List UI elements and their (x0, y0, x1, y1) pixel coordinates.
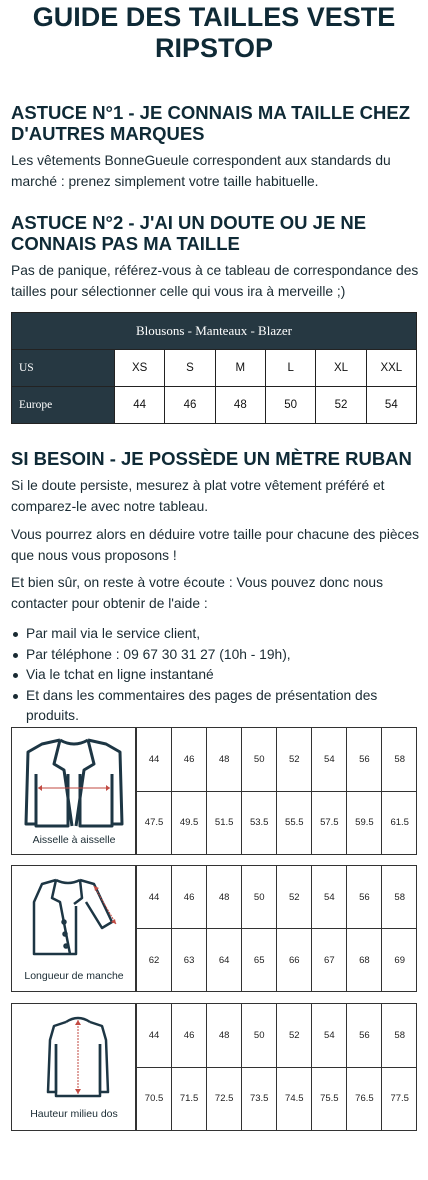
value-cell: 73.5 (242, 1067, 277, 1130)
size-cell: 48 (207, 1004, 242, 1067)
table-cell: XS (115, 350, 165, 387)
value-cell: 77.5 (382, 1067, 417, 1130)
jacket-back-icon (20, 1010, 128, 1106)
value-cell: 71.5 (172, 1067, 207, 1130)
list-item: Via le tchat en ligne instantané (11, 665, 411, 686)
table-cell: 52 (316, 387, 366, 424)
page-title: GUIDE DES TAILLES VESTE RIPSTOP (32, 2, 396, 63)
tip2-heading: ASTUCE N°2 - J'AI UN DOUTE OU JE NE CONNAIS PAS MA TAILLE (11, 212, 367, 254)
value-cell: 47.5 (137, 791, 172, 854)
table-cell: 46 (165, 387, 215, 424)
measure-values (136, 728, 417, 854)
table-cell: 44 (115, 387, 165, 424)
size-cell: 52 (277, 728, 312, 791)
tip2-text: Pas de panique, référez-vous à ce tableau de correspondance des tailles pour sélectionner celle qui vous ira à merveille ;) (11, 263, 419, 299)
size-cell: 58 (382, 1004, 417, 1067)
size-cell: 50 (242, 866, 277, 929)
table-cell: S (165, 350, 215, 387)
value-cell: 75.5 (312, 1067, 347, 1130)
value-cell: 67 (312, 929, 347, 992)
row-label-europe: Europe (12, 387, 115, 424)
size-cell: 52 (277, 1004, 312, 1067)
measure-illustration (12, 866, 136, 991)
value-cell: 49.5 (172, 791, 207, 854)
measure-values (136, 866, 417, 991)
measure-caption: Hauteur milieu dos (30, 1108, 118, 1120)
table-row (12, 387, 417, 424)
size-cell: 54 (312, 866, 347, 929)
value-cell: 59.5 (347, 791, 382, 854)
measure-caption: Longueur de manche (24, 970, 124, 982)
value-cell: 76.5 (347, 1067, 382, 1130)
measure-table-back (11, 1003, 417, 1131)
tip1-heading: ASTUCE N°1 - JE CONNAIS MA TAILLE CHEZ D'AUTRES MARQUES (11, 102, 410, 144)
measure-illustration (12, 1004, 136, 1130)
value-cell: 53.5 (242, 791, 277, 854)
jacket-sleeve-icon (20, 872, 128, 968)
table-cell: 48 (215, 387, 265, 424)
value-cell: 62 (137, 929, 172, 992)
table-row (137, 791, 418, 854)
size-cell: 56 (347, 866, 382, 929)
size-cell: 46 (172, 866, 207, 929)
table-cell: XL (316, 350, 366, 387)
table-row (137, 1067, 418, 1130)
tape-paragraph-1: Si le doute persiste, mesurez à plat votre vêtement préféré et comparez-le avec notre tableau. (11, 478, 385, 514)
size-cell: 52 (277, 866, 312, 929)
value-cell: 72.5 (207, 1067, 242, 1130)
contact-list (11, 624, 411, 727)
measure-table-sleeve (11, 865, 417, 992)
tape-paragraph-2: Vous pourrez alors en déduire votre taille pour chacune des pièces que nous vous proposons ! (11, 527, 420, 563)
size-cell: 44 (137, 866, 172, 929)
size-cell: 50 (242, 1004, 277, 1067)
list-item: Par mail via le service client, (11, 624, 411, 645)
size-cell: 56 (347, 1004, 382, 1067)
size-cell: 46 (172, 728, 207, 791)
value-cell: 57.5 (312, 791, 347, 854)
list-item: Et dans les commentaires des pages de présentation des produits. (11, 686, 411, 727)
size-correspondence-table (11, 312, 417, 424)
value-cell: 55.5 (277, 791, 312, 854)
measure-illustration (12, 728, 136, 854)
size-cell: 54 (312, 728, 347, 791)
size-cell: 44 (137, 728, 172, 791)
table-header-row (12, 313, 417, 350)
value-cell: 61.5 (382, 791, 417, 854)
tip1-text: Les vêtements BonneGueule correspondent aux standards du marché : prenez simplement votre taille habituelle. (11, 153, 391, 189)
size-cell: 48 (207, 866, 242, 929)
row-label-us: US (12, 350, 115, 387)
tape-heading: SI BESOIN - JE POSSÈDE UN MÈTRE RUBAN (11, 448, 412, 469)
size-cell: 48 (207, 728, 242, 791)
table-row (137, 929, 418, 992)
measure-caption: Aisselle à aisselle (32, 834, 116, 846)
table-cell: XXL (366, 350, 416, 387)
tape-paragraph-3: Et bien sûr, on reste à votre écoute : Vous pouvez donc nous contacter pour obtenir de l'aide : (11, 575, 383, 611)
value-cell: 69 (382, 929, 417, 992)
table-cell: 50 (265, 387, 315, 424)
list-item: Par téléphone : 09 67 30 31 27 (10h - 19h), (11, 645, 411, 666)
size-cell: 54 (312, 1004, 347, 1067)
table-header: Blousons - Manteaux - Blazer (12, 313, 417, 350)
value-cell: 66 (277, 929, 312, 992)
value-cell: 68 (347, 929, 382, 992)
table-cell: M (215, 350, 265, 387)
size-cell: 46 (172, 1004, 207, 1067)
measure-table-chest (11, 727, 417, 855)
size-cell: 58 (382, 866, 417, 929)
value-cell: 65 (242, 929, 277, 992)
value-cell: 64 (207, 929, 242, 992)
size-cell: 58 (382, 728, 417, 791)
measure-values (136, 1004, 417, 1130)
jacket-chest-icon (20, 734, 128, 834)
size-cell: 56 (347, 728, 382, 791)
value-cell: 74.5 (277, 1067, 312, 1130)
value-cell: 51.5 (207, 791, 242, 854)
table-row (137, 866, 418, 929)
table-cell: L (265, 350, 315, 387)
size-cell: 44 (137, 1004, 172, 1067)
table-row (12, 350, 417, 387)
table-row (137, 1004, 418, 1067)
value-cell: 70.5 (137, 1067, 172, 1130)
size-cell: 50 (242, 728, 277, 791)
value-cell: 63 (172, 929, 207, 992)
table-row (137, 728, 418, 791)
table-cell: 54 (366, 387, 416, 424)
